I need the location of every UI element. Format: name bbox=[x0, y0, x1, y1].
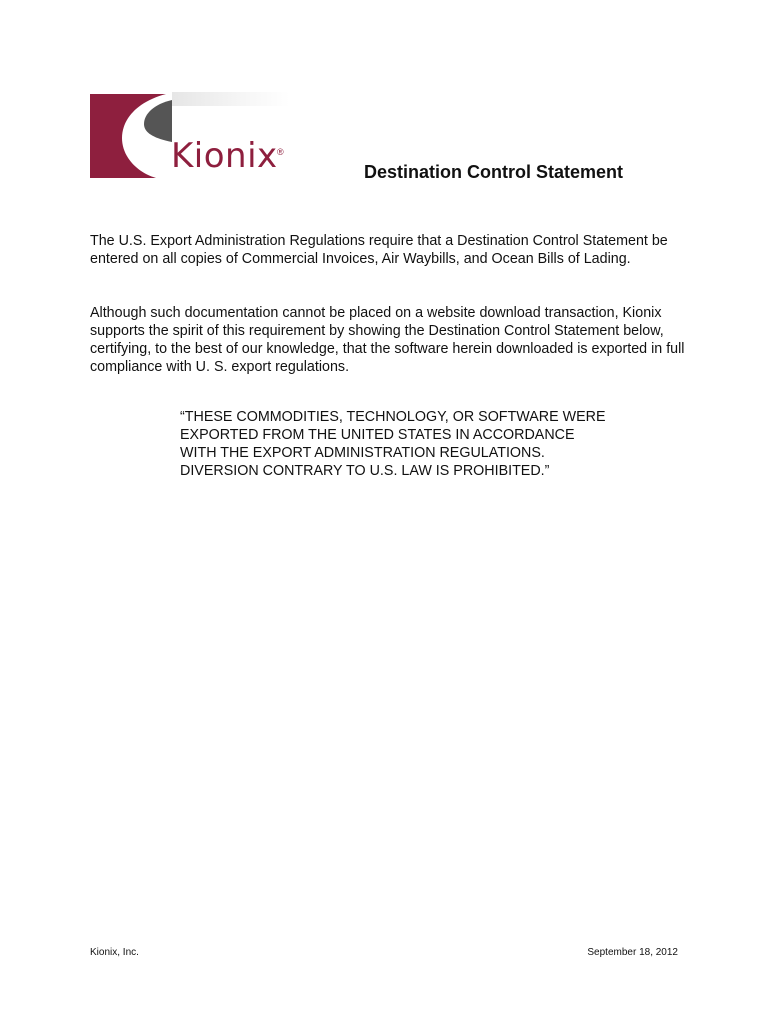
logo-wordmark: Kionix bbox=[171, 136, 278, 176]
logo-fade-bar bbox=[172, 92, 290, 106]
logo-mark-icon bbox=[90, 94, 174, 180]
intro-paragraph: The U.S. Export Administration Regulations require that a Destination Control Statement be entered on all copies of Commercial Invoices, Air Waybills, and Ocean Bills of Lading. bbox=[90, 233, 668, 267]
footer-company: Kionix, Inc. bbox=[90, 947, 139, 958]
company-logo bbox=[90, 92, 290, 184]
destination-control-quote: “THESE COMMODITIES, TECHNOLOGY, OR SOFTWARE WERE EXPORTED FROM THE UNITED STATES IN ACCORDANCE WITH THE EXPORT ADMINISTRATION REGULATIONS. DIVERSION CONTRARY TO U.S. LAW IS PROHIBITED.” bbox=[180, 409, 606, 479]
footer-date: September 18, 2012 bbox=[587, 947, 678, 958]
compliance-paragraph: Although such documentation cannot be placed on a website download transaction, Kionix supports the spirit of this requirement by showing the Destination Control Statement below, certifying, to the best of our knowledge, that the software herein downloaded is exported in full compliance with U. S. export regulations. bbox=[90, 305, 685, 375]
logo-registered-mark: ® bbox=[277, 147, 284, 157]
document-title: Destination Control Statement bbox=[364, 162, 624, 182]
